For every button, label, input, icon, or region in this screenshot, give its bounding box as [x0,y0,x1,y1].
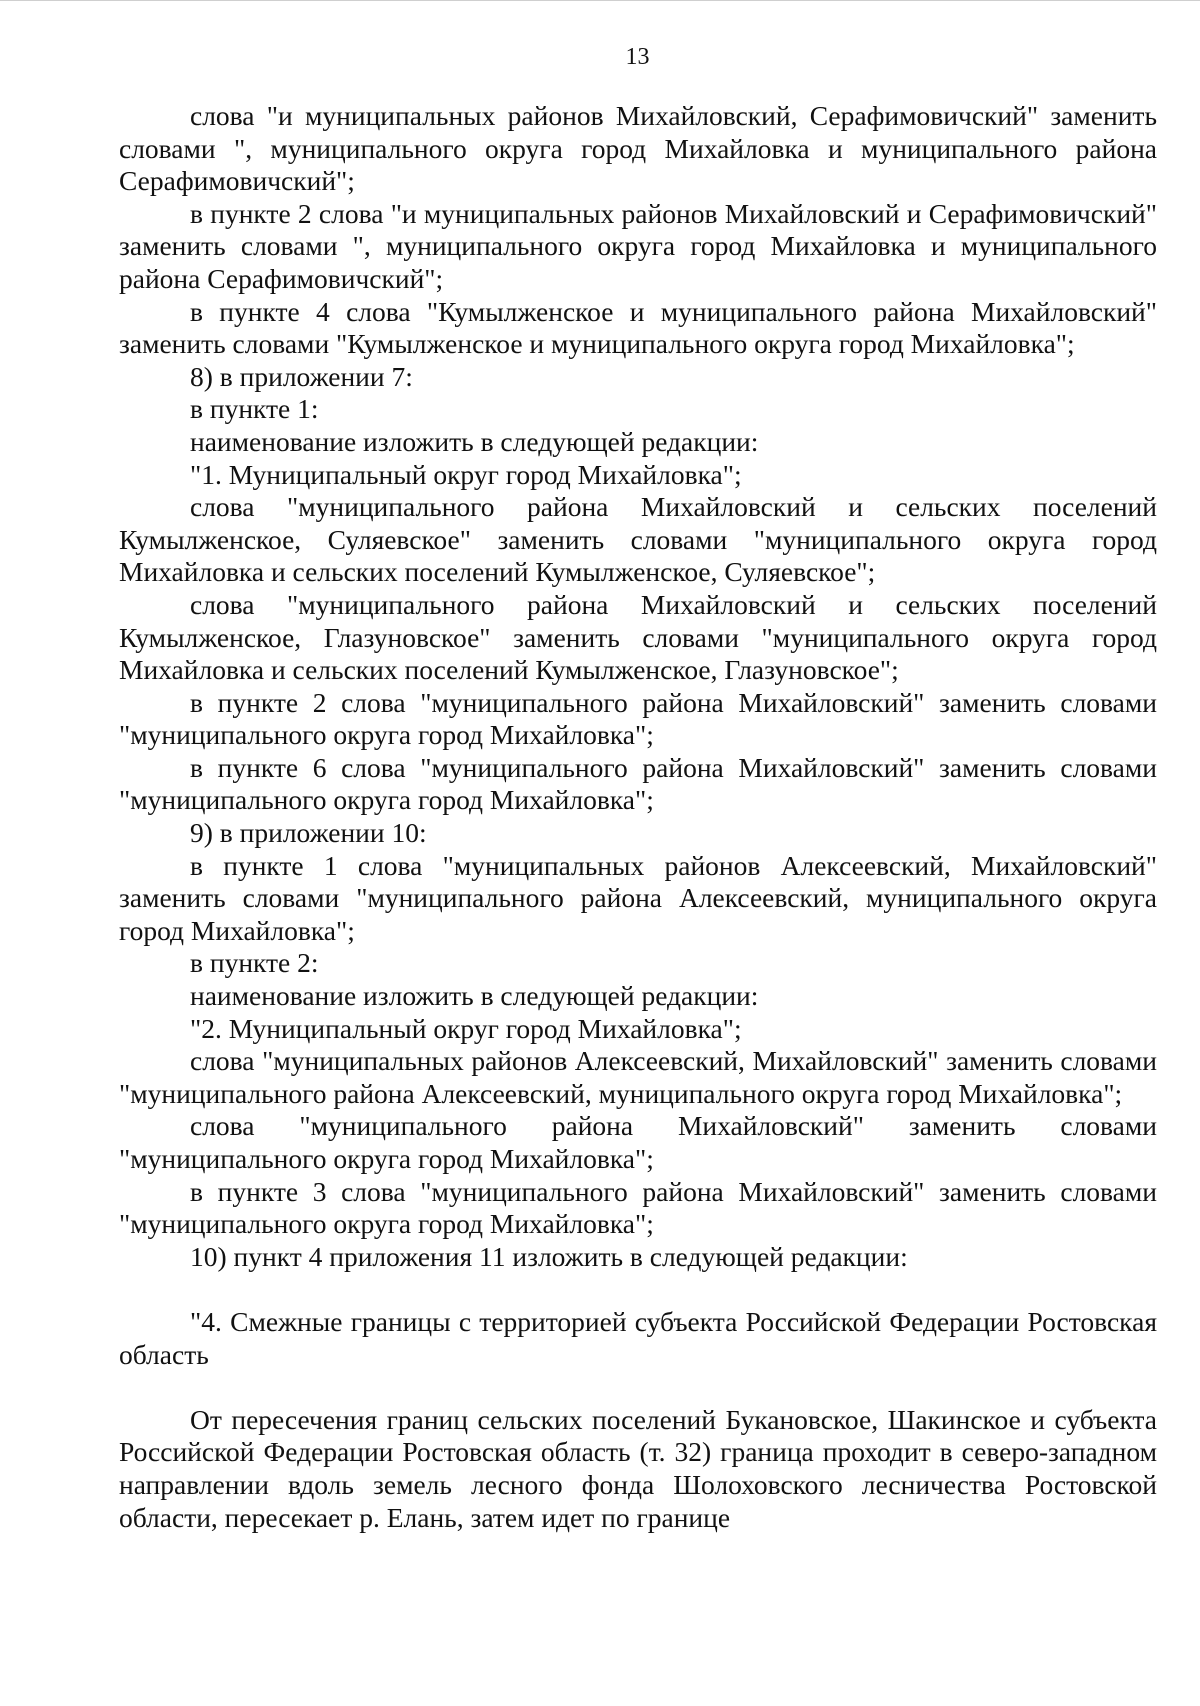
paragraph: "2. Муниципальный округ город Михайловка"; [190,1012,742,1044]
paragraph: наименование изложить в следующей редакции: [190,425,759,457]
page-number: 13 [625,44,650,70]
paragraph: в пункте 2 слова "муниципального района Михайловский" заменить словами "муниципального округа город Михайловка"; [119,686,1157,751]
paragraph: 9) в приложении 10: [190,817,427,849]
paragraph: в пункте 6 слова "муниципального района Михайловский" заменить словами "муниципального округа город Михайловка"; [119,751,1157,816]
paragraph: слова "муниципальных районов Алексеевский, Михайловский" заменить словами "муниципального района Алексеевский, муниципального округа город Михайловка"; [119,1045,1157,1109]
paragraph: слова "муниципального района Михайловский и сельских поселений Кумылженское, Суляевское" заменить словами "муниципального округа город Михайловка и сельских поселений Кумылженское, Суляевское"; [119,491,1157,588]
paragraph: слова "и муниципальных районов Михайловский, Серафимовичский" заменить словами ", муниципального округа город Михайловка и муниципального района Серафимовичский"; [119,100,1157,197]
paragraph: в пункте 3 слова "муниципального района Михайловский" заменить словами "муниципального округа город Михайловка"; [119,1175,1157,1240]
paragraph: в пункте 1: [190,393,319,425]
paragraph: слова "муниципального района Михайловский" заменить словами "муниципального округа город Михайловка"; [119,1110,1157,1174]
document-body [119,100,1157,1534]
paragraph: наименование изложить в следующей редакции: [190,980,759,1012]
paragraph: 10) пункт 4 приложения 11 изложить в следующей редакции: [190,1240,908,1272]
paragraph: 8) в приложении 7: [190,360,413,392]
paragraph: в пункте 1 слова "муниципальных районов Алексеевский, Михайловский" заменить словами "муниципального района Алексеевский, муниципального округа город Михайловка"; [119,849,1157,946]
paragraph: в пункте 4 слова "Кумылженское и муниципального района Михайловский" заменить словами "Кумылженское и муниципального округа город Михайловка"; [119,295,1157,360]
paragraph: в пункте 2: [190,947,319,979]
paragraph: "1. Муниципальный округ город Михайловка"; [190,458,742,490]
paragraph: От пересечения границ сельских поселений Букановское, Шакинское и субъекта Российской Федерации Ростовская область (т. 32) граница проходит в северо-западном направлении вдоль земель лесного фонда Шолоховского лесничества Ростовской области, пересекает р. Елань, затем идет по границе [119,1403,1157,1533]
paragraph: слова "муниципального района Михайловский и сельских поселений Кумылженское, Глазуновское" заменить словами "муниципального округа город Михайловка и сельских поселений Кумылженское, Глазуновское"; [119,588,1157,686]
section-heading: "4. Смежные границы с территорией субъекта Российской Федерации Ростовская область [119,1305,1157,1370]
paragraph: в пункте 2 слова "и муниципальных районов Михайловский и Серафимовичский" заменить словами ", муниципального округа город Михайловка и муниципального района Серафимовичский"; [119,197,1157,294]
page-edge [0,0,1200,1]
